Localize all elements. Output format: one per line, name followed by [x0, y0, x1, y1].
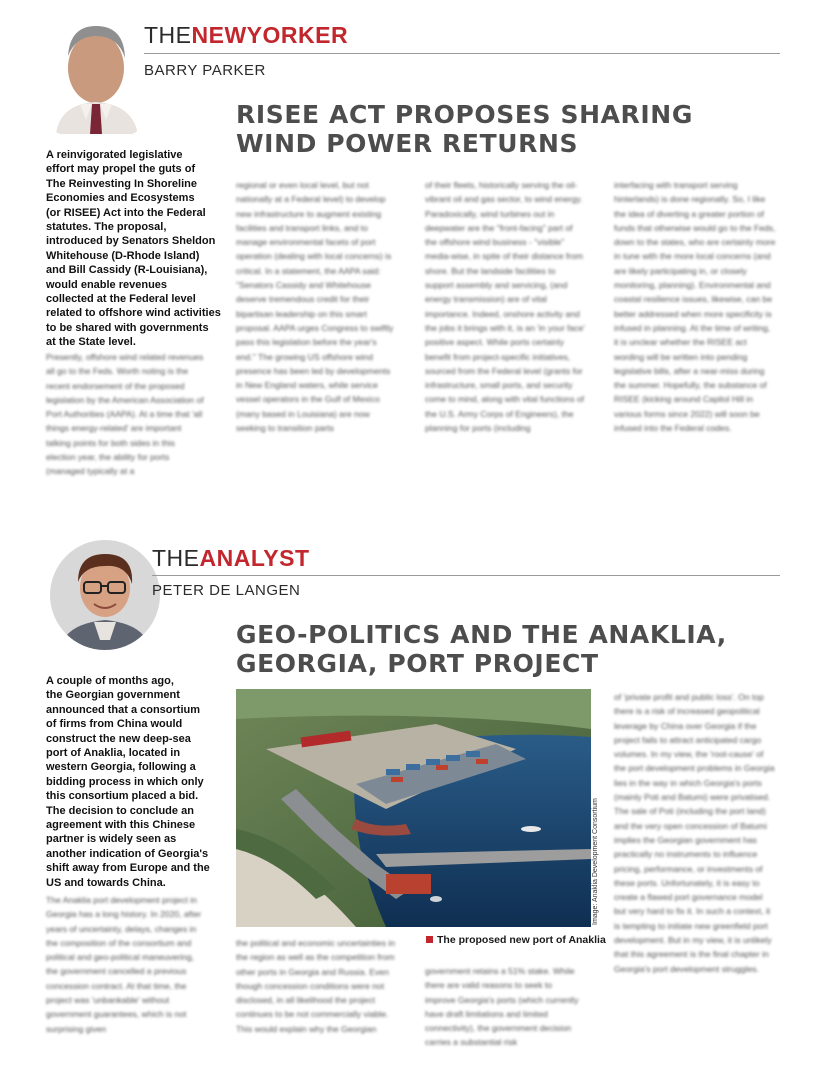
image-credit: Image: Anaklia Development Consortium [592, 798, 599, 925]
author-name: BARRY PARKER [144, 62, 266, 79]
author-avatar [50, 540, 160, 650]
author-avatar [52, 16, 140, 134]
lead-paragraph [46, 148, 236, 350]
lead-line: and Bill Cassidy (R-Louisiana), [46, 264, 208, 277]
body-text: The Anaklia port development project in Georgia has a long history. In 2020, after years of uncertainty, delays, changes in the composition of the consortium and political and geo-political maneuvering, the government cancelled a previous concession contract. At that time, the project was 'unbankable' without government guarantees, which is not surprising given [46, 895, 202, 1034]
body-column-4 [614, 690, 776, 1073]
lead-line: agreement with this Chinese [46, 819, 196, 832]
body-text: of their fleets, historically serving the oil-vibrant oil and gas sector, to wind energy. Paradoxically, wind turbines out in deepwater are the "front-facing" part of the offshore wind business - "visible" media-wise, in spite of their distance from shore. But the landside facilities to support assembly and servicing, (and energy transmission) are of vital importance. Indeed, onshore activity and the jobs it brings with it, is an 'in your face' positive aspect. While ports certainly benefit from project-specific initiatives, sourced from the Federal level (grants for infrastructure, small ports, and security come to mind, along with vital functions of the U.S. Army Corps of Engineers), the planning for ports (including [425, 180, 585, 434]
header-prefix: THE [152, 545, 200, 571]
caption-marker [426, 936, 433, 943]
header-prefix: THE [144, 22, 192, 48]
author-name: PETER DE LANGEN [152, 582, 301, 599]
lead-line: Whitehouse (D-Rhode Island) [46, 249, 200, 262]
body-text: of 'private profit and public loss'. On top there is a risk of increased geopolitical leverage by China over Georgia if the project fails to attract anticipated cargo volumes. In my view, the 'root-cause' of the port development problems in Georgia lies in the way in which Georgia's ports (mainly Poti and Batumi) were privatised. The sale of Poti (including the port land) and the very open concession of Batumi implies the Georgian government has practically no instruments to influence pricing, performance, or investments of these ports. Unfortunately, it is easy to create a flawed port governance model but very hard to fix it. In such a context, it is tempting to initiate new greenfield port development. But in my view, it is unlikely that this agreement is the final chapter in Georgia's port development struggles. [614, 692, 775, 974]
body-column-1 [46, 350, 206, 515]
lead-line: port of Anaklia, located in [46, 747, 181, 760]
lead-line: to be shared with governments [46, 321, 209, 334]
lead-line: bidding process in which only [46, 775, 204, 788]
lead-line: announced that a consortium [46, 703, 201, 716]
body-column-1 [46, 893, 206, 1073]
lead-line: western Georgia, following a [46, 761, 196, 774]
caption-text: The proposed new port of Anaklia [437, 934, 606, 946]
lead-line: another indication of Georgia's [46, 847, 209, 860]
body-text: government retains a 51% stake. While there are valid reasons to seek to improve Georgia's ports (which currently have draft limitations and limited connectivity), the government decision carries a substantial risk [425, 966, 579, 1048]
body-column-3 [425, 178, 585, 516]
lead-line: related to offshore wind activities [46, 307, 221, 320]
body-column-2 [236, 936, 396, 1073]
lead-line: introduced by Senators Sheldon [46, 235, 216, 248]
photo-caption [426, 934, 606, 946]
lead-line: collected at the Federal level [46, 293, 196, 306]
article-headline [236, 620, 796, 678]
lead-line: The Reinvesting In Shoreline [46, 177, 197, 190]
body-column-3 [425, 964, 585, 1073]
lead-line: at the State level. [46, 336, 136, 349]
header-title: ANALYST [199, 545, 310, 571]
lead-line: A couple of months ago, [46, 675, 174, 687]
lead-line: shift away from Europe and the [46, 862, 210, 875]
body-text: Presently, offshore wind related revenues all go to the Feds. Worth noting is the recent endorsement of the proposed legislation by the American Association of Port Authorities (AAPA). At a time that 'all things energy-related' are important talking points for both sides in this election year, the ability for ports (managed typically at a [46, 352, 204, 477]
body-column-4 [614, 178, 776, 516]
lead-line: The decision to conclude an [46, 804, 194, 817]
body-column-2 [236, 178, 396, 516]
headline-line: GEORGIA, PORT PROJECT [236, 649, 599, 678]
lead-line: Economies and Ecosystems [46, 192, 195, 205]
column-header-analyst [152, 545, 310, 572]
lead-line: A reinvigorated legislative [46, 149, 183, 161]
header-title: NEWYORKER [191, 22, 349, 48]
article-headline [236, 100, 796, 158]
lead-line: (or RISEE) Act into the Federal [46, 206, 206, 219]
body-text: the political and economic uncertainties in the region as well as the competition from other ports in Georgia and Russia. Even though concession conditions were not disclosed, in all likelihood the project continues to be not commercially viable. This would explain why the Georgian [236, 938, 396, 1034]
body-text: regional or even local level, but not nationally at a Federal level) to develop new infrastructure to augment existing facilities and transport links, and to manage environmental facets of port operation (dealing with local concerns) is critical. In a statement, the AAPA said: "Senators Cassidy and Whitehouse deserve tremendous credit for their bipartisan leadership on this smart proposal. AAPA urges Congress to swiftly pass this legislation before the year's end." The growing US offshore wind presence has been led by developments in New England waters, while service vessel operators in the Gulf of Mexico (many based in Louisiana) are now seeking to transition parts [236, 180, 394, 434]
headline-line: GEO-POLITICS AND THE ANAKLIA, [236, 620, 727, 649]
headline-line: RISEE ACT PROPOSES SHARING [236, 100, 693, 129]
lead-line: the Georgian government [46, 689, 180, 702]
lead-line: would enable revenues [46, 278, 168, 291]
lead-line: construct the new deep-sea [46, 732, 191, 745]
body-text: interfacing with transport serving hinterlands) is done regionally. So, I like the idea of diverting a greater portion of funds that otherwise would go to the Feds, down to the states, who are certainly more in tune with the more local concerns (and are likely participating in, or closely monitoring, planning). Environmental and coastal resilience issues, likewise, can be better addressed when more specificity is infused in planning. At the time of writing, it is unclear whether the RISEE act wording will be written into pending legislative bills, after a near-miss during the summer. Hopefully, the substance of RISEE (kicking around Capitol Hill in various forms since 2022) will soon be infused into the Federal codes. [614, 180, 776, 434]
lead-line: statutes. The proposal, [46, 221, 167, 234]
headline-line: WIND POWER RETURNS [236, 129, 579, 158]
lead-line: of firms from China would [46, 718, 183, 731]
column-header-newyorker [144, 22, 348, 49]
lead-line: US and towards China. [46, 876, 166, 889]
port-aerial-photo [236, 689, 591, 927]
lead-line: partner is widely seen as [46, 833, 177, 846]
header-rule [152, 575, 780, 576]
lead-line: effort may propel the guts of [46, 163, 196, 176]
header-rule [144, 53, 780, 54]
lead-line: this consortium placed a bid. [46, 790, 199, 803]
lead-paragraph [46, 674, 236, 890]
